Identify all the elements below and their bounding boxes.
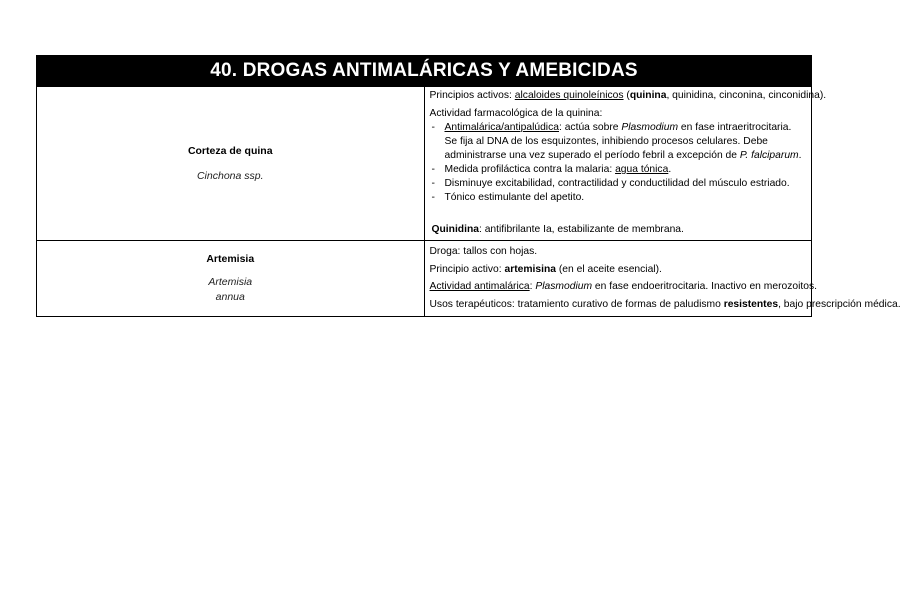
principios-line: Principios activos: alcaloides quinoleínicos (quinina, quinidina, cinconina, cinconidina). (429, 90, 827, 101)
plant-name-cell (37, 241, 425, 317)
quinidina-line: Quinidina: antifibrilante Ia, estabilizante de membrana. (431, 224, 684, 235)
list-item: - Disminuye excitabilidad, contractilidad y conductilidad del músculo estriado. (430, 177, 807, 191)
document-table (36, 55, 901, 317)
list-item: - Antimalárica/antipalúdica: actúa sobre Plasmodium en fase intraeritrocitaria. Se fija al DNA de los esquizontes, inhibiendo procesos celulares. Debe administrarse una vez superado el período febril a excepción de P. falciparum. (430, 121, 807, 163)
droga-line: Droga: tallos con hojas. (429, 246, 538, 257)
page-title: 40. DROGAS ANTIMALÁRICAS Y AMEBICIDAS (37, 56, 812, 87)
plant-content-cell (424, 87, 827, 241)
plant-latin-name: Artemisia annua (208, 276, 253, 303)
table-row (37, 87, 812, 241)
plant-name-cell (37, 87, 425, 241)
list-item: - Tónico estimulante del apetito. (430, 191, 807, 205)
principio-line: Principio activo: artemisina (en el aceite esencial). (429, 263, 662, 275)
actividad-line: Actividad antimalárica: Plasmodium en fase endoeritrocitaria. Inactivo en merozoitos. (429, 281, 817, 292)
plant-name: Corteza de quina (187, 144, 273, 157)
table-row (37, 241, 812, 317)
usos-line: Usos terapéuticos: tratamiento curativo de formas de paludismo resistentes, bajo prescripción médica. (429, 298, 901, 310)
list-item: - Medida profiláctica contra la malaria: agua tónica. (430, 163, 807, 177)
plant-name: Artemisia (206, 253, 255, 265)
actividad-list (430, 121, 807, 205)
actividad-header: Actividad farmacológica de la quinina: (429, 108, 603, 119)
plant-content-cell (424, 241, 901, 317)
plant-latin-name: Cinchona ssp. (196, 169, 264, 182)
